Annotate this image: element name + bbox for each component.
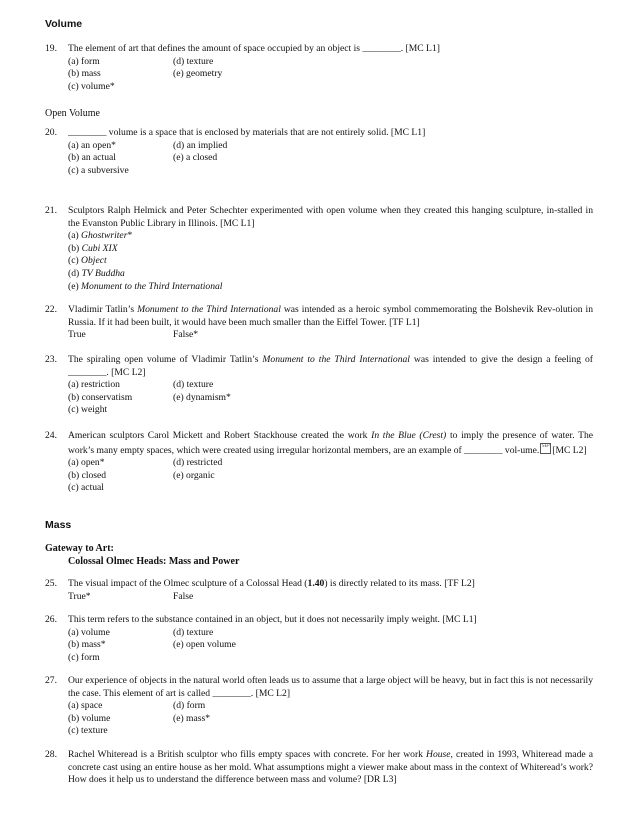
answer-choices [68, 379, 593, 417]
question-text: Our experience of objects in the natural world often leads us to assume that a large object will be heavy, but in fact this is not necessarily the case. This element of art is called ________. [MC L2] [68, 675, 593, 699]
gateway-title: Colossal Olmec Heads: Mass and Power [68, 556, 240, 567]
choice-c: (c) form [68, 651, 100, 663]
choice-false: False [173, 590, 194, 602]
question-number: 25. [45, 578, 57, 589]
answer-choices [68, 329, 593, 342]
choice-d: (d) an implied [173, 139, 228, 151]
question-22 [45, 304, 593, 342]
choice-b: (b) conservatism [68, 391, 133, 403]
choice-d: (d) texture [173, 379, 214, 391]
question-text: The visual impact of the Olmec sculpture of a Colossal Head (1.40) is directly related to its mass. [TF L2] [68, 578, 475, 589]
choice-b: (b) volume [68, 712, 111, 724]
choice-c: (c) Object [68, 255, 107, 267]
choice-true: True* [68, 590, 91, 602]
question-number: 28. [45, 749, 57, 760]
question-number: 21. [45, 205, 57, 216]
answer-choices [68, 627, 593, 665]
question-number: 24. [45, 430, 57, 441]
question-27 [45, 675, 593, 738]
choice-b: (b) mass* [68, 639, 106, 651]
question-number: 20. [45, 127, 57, 138]
question-number: 19. [45, 43, 57, 54]
question-28 [45, 749, 593, 787]
choice-b: (b) Cubi XIX [68, 242, 118, 254]
answer-choices [68, 457, 593, 495]
choice-d: (d) form [173, 700, 206, 712]
choice-d: (d) TV Buddha [68, 267, 125, 279]
choice-a: (a) an open* [68, 139, 116, 151]
choice-e: (e) dynamism* [173, 391, 231, 403]
choice-false: False* [173, 329, 199, 341]
choice-a: (a) form [68, 55, 100, 67]
question-number: 26. [45, 614, 57, 625]
section-heading-mass: Mass [45, 519, 72, 531]
question-text: American sculptors Carol Mickett and Robert Stackhouse created the work In the Blue (Crest) to imply the presence of water. The work’s many empty spaces, which were created using irregular horizontal members, are an example of ________ vol-ume. SEP [MC L2] [68, 430, 594, 456]
choice-a: (a) space [68, 700, 103, 712]
question-text: Sculptors Ralph Helmick and Peter Schechter experimented with open volume when they created this hanging sculpture, in-stalled in the Evanston Public Library in Illinois. [MC L1] [68, 205, 593, 229]
question-text: This term refers to the substance contained in an object, but it does not necessarily imply weight. [MC L1] [68, 614, 477, 625]
choice-a: (a) open* [68, 457, 105, 469]
gateway-heading [45, 542, 239, 568]
choice-e: (e) a closed [173, 152, 218, 164]
question-text: The spiraling open volume of Vladimir Tatlin’s Monument to the Third International was intended to give the design a feeling of ________. [MC L2] [68, 354, 593, 378]
question-text: Rachel Whiteread is a British sculptor who fills empty spaces with concrete. For her work House, created in 1993, Whiteread made a concrete cast using an entire house as her mold. What assumptions might a viewer make about mass in the context of Whiteread’s work? How does it help us to understand the difference between mass and volume? [DR L3] [68, 749, 593, 786]
choice-true: True [68, 329, 86, 341]
choice-b: (b) an actual [68, 152, 116, 164]
choice-a: (a) restriction [68, 379, 120, 391]
gateway-label: Gateway to Art: [45, 543, 114, 554]
choice-c: (c) texture [68, 725, 108, 737]
choice-d: (d) texture [173, 626, 214, 638]
question-20 [45, 127, 593, 177]
answer-choices [68, 230, 593, 293]
choice-e: (e) mass* [173, 712, 211, 724]
question-text: The element of art that defines the amount of space occupied by an object is ________. [MC L1] [68, 43, 440, 54]
choice-c: (c) weight [68, 404, 108, 416]
choice-d: (d) texture [173, 55, 214, 67]
choice-c: (c) actual [68, 482, 104, 494]
choice-e: (e) Monument to the Third International [68, 280, 223, 292]
choice-e: (e) organic [173, 469, 215, 481]
question-number: 27. [45, 675, 57, 686]
question-23 [45, 354, 593, 417]
choice-c: (c) a subversive [68, 164, 129, 176]
question-number: 23. [45, 354, 57, 365]
choice-e: (e) geometry [173, 68, 223, 80]
section-heading-volume: Volume [45, 18, 83, 30]
choice-d: (d) restricted [173, 457, 223, 469]
choice-b: (b) mass [68, 68, 101, 80]
answer-choices [68, 700, 593, 738]
question-text: Vladimir Tatlin’s Monument to the Third International was intended as a heroic symbol commemorating the Bolshevik Rev-olution in Russia. If it had been built, it would have been much smaller than the Eiffel Tower. [TF L1] [68, 304, 593, 328]
question-19 [45, 43, 593, 93]
choice-a: (a) Ghostwriter* [68, 230, 133, 242]
subsection-heading-open-volume: Open Volume [45, 108, 100, 119]
question-21 [45, 205, 593, 293]
answer-choices [68, 140, 593, 178]
choice-c: (c) volume* [68, 80, 115, 92]
missing-glyph-icon: SEP [540, 443, 551, 454]
question-24 [45, 430, 593, 495]
answer-choices [68, 591, 593, 604]
choice-e: (e) open volume [173, 639, 236, 651]
question-25 [45, 578, 593, 603]
question-26 [45, 614, 593, 664]
question-number: 22. [45, 304, 57, 315]
answer-choices [68, 56, 593, 94]
choice-a: (a) volume [68, 626, 110, 638]
choice-b: (b) closed [68, 469, 107, 481]
question-text: ________ volume is a space that is enclosed by materials that are not entirely solid. [MC L1] [68, 127, 426, 138]
